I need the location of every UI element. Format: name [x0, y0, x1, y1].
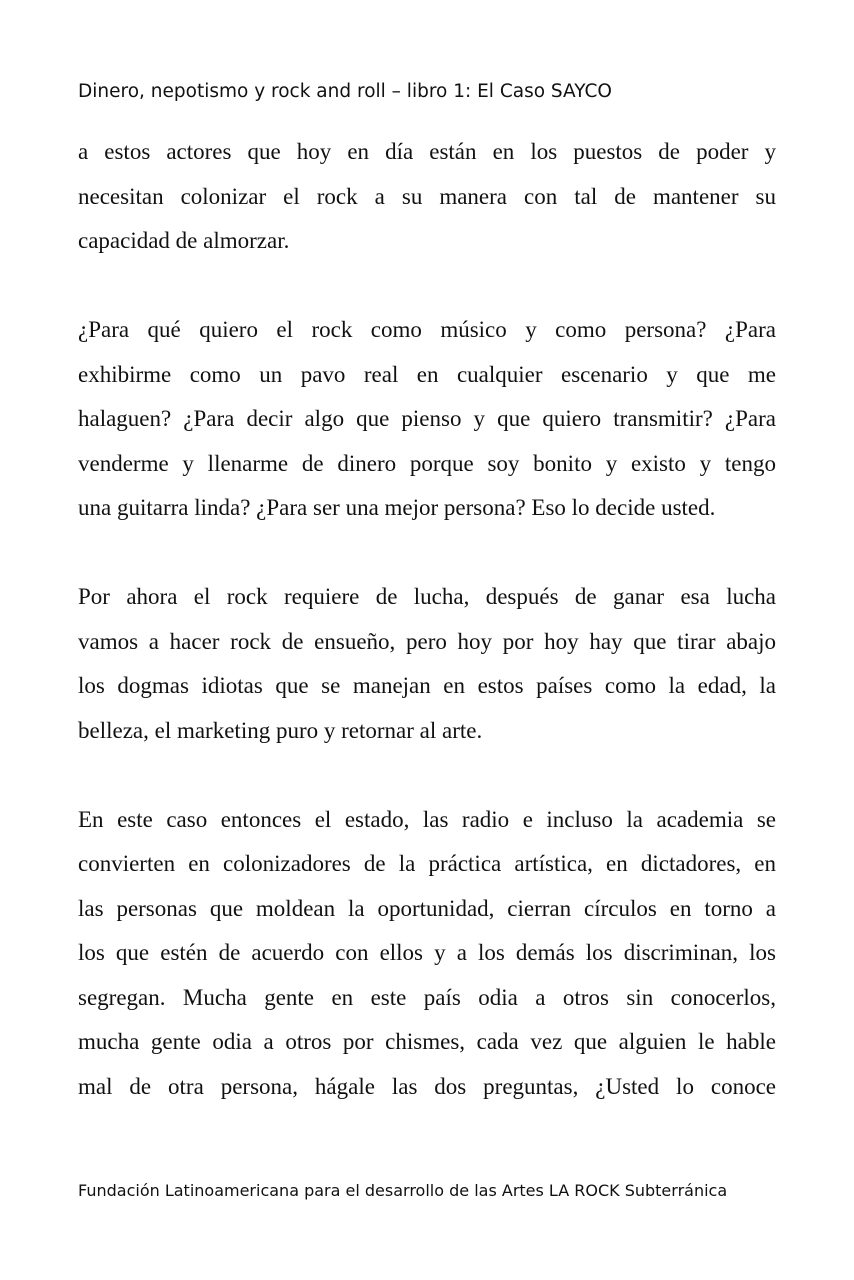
text-line: los que estén de acuerdo con ellos y a los demás los discriminan, los — [78, 940, 776, 965]
text-line: segregan. Mucha gente en este país odia a otros sin conocerlos, — [78, 984, 776, 1010]
paragraph-1 — [78, 130, 776, 264]
text-line: una guitarra linda? ¿Para ser una mejor persona? Eso lo decide usted. — [78, 495, 716, 520]
text-line: En este caso entonces el estado, las radio e incluso la academia se — [78, 806, 776, 832]
text-line: los dogmas idiotas que se manejan en estos países como la edad, la — [78, 673, 776, 698]
text-line: venderme y llenarme de dinero porque soy bonito y existo y tengo — [78, 450, 776, 476]
text-line: Por ahora el rock requiere de lucha, después de ganar esa lucha — [78, 584, 776, 609]
text-line: capacidad de almorzar. — [78, 228, 290, 253]
paragraph-3 — [78, 575, 776, 753]
running-header: Dinero, nepotismo y rock and roll – libro 1: El Caso SAYCO — [78, 81, 612, 102]
text-line: a estos actores que hoy en día están en los puestos de poder y — [78, 139, 776, 164]
paragraph-4 — [78, 798, 776, 1110]
text-line: necesitan colonizar el rock a su manera con tal de mantener su — [78, 183, 776, 209]
text-line: ¿Para qué quiero el rock como músico y como persona? ¿Para — [78, 317, 776, 342]
text-line: halaguen? ¿Para decir algo que pienso y que quiero transmitir? ¿Para — [78, 406, 776, 431]
body-text — [78, 130, 776, 1109]
paragraph-2 — [78, 308, 776, 531]
text-line: las personas que moldean la oportunidad, cierran círculos en torno a — [78, 895, 776, 921]
text-line: exhibirme como un pavo real en cualquier escenario y que me — [78, 361, 776, 387]
text-line: mucha gente odia a otros por chismes, cada vez que alguien le hable — [78, 1029, 776, 1054]
running-footer: Fundación Latinoamericana para el desarrollo de las Artes LA ROCK Subterránica — [78, 1181, 728, 1200]
text-line: vamos a hacer rock de ensueño, pero hoy por hoy hay que tirar abajo — [78, 628, 776, 654]
text-line: convierten en colonizadores de la práctica artística, en dictadores, en — [78, 851, 776, 876]
text-line: mal de otra persona, hágale las dos preguntas, ¿Usted lo conoce — [78, 1073, 776, 1099]
text-line: belleza, el marketing puro y retornar al arte. — [78, 717, 483, 743]
